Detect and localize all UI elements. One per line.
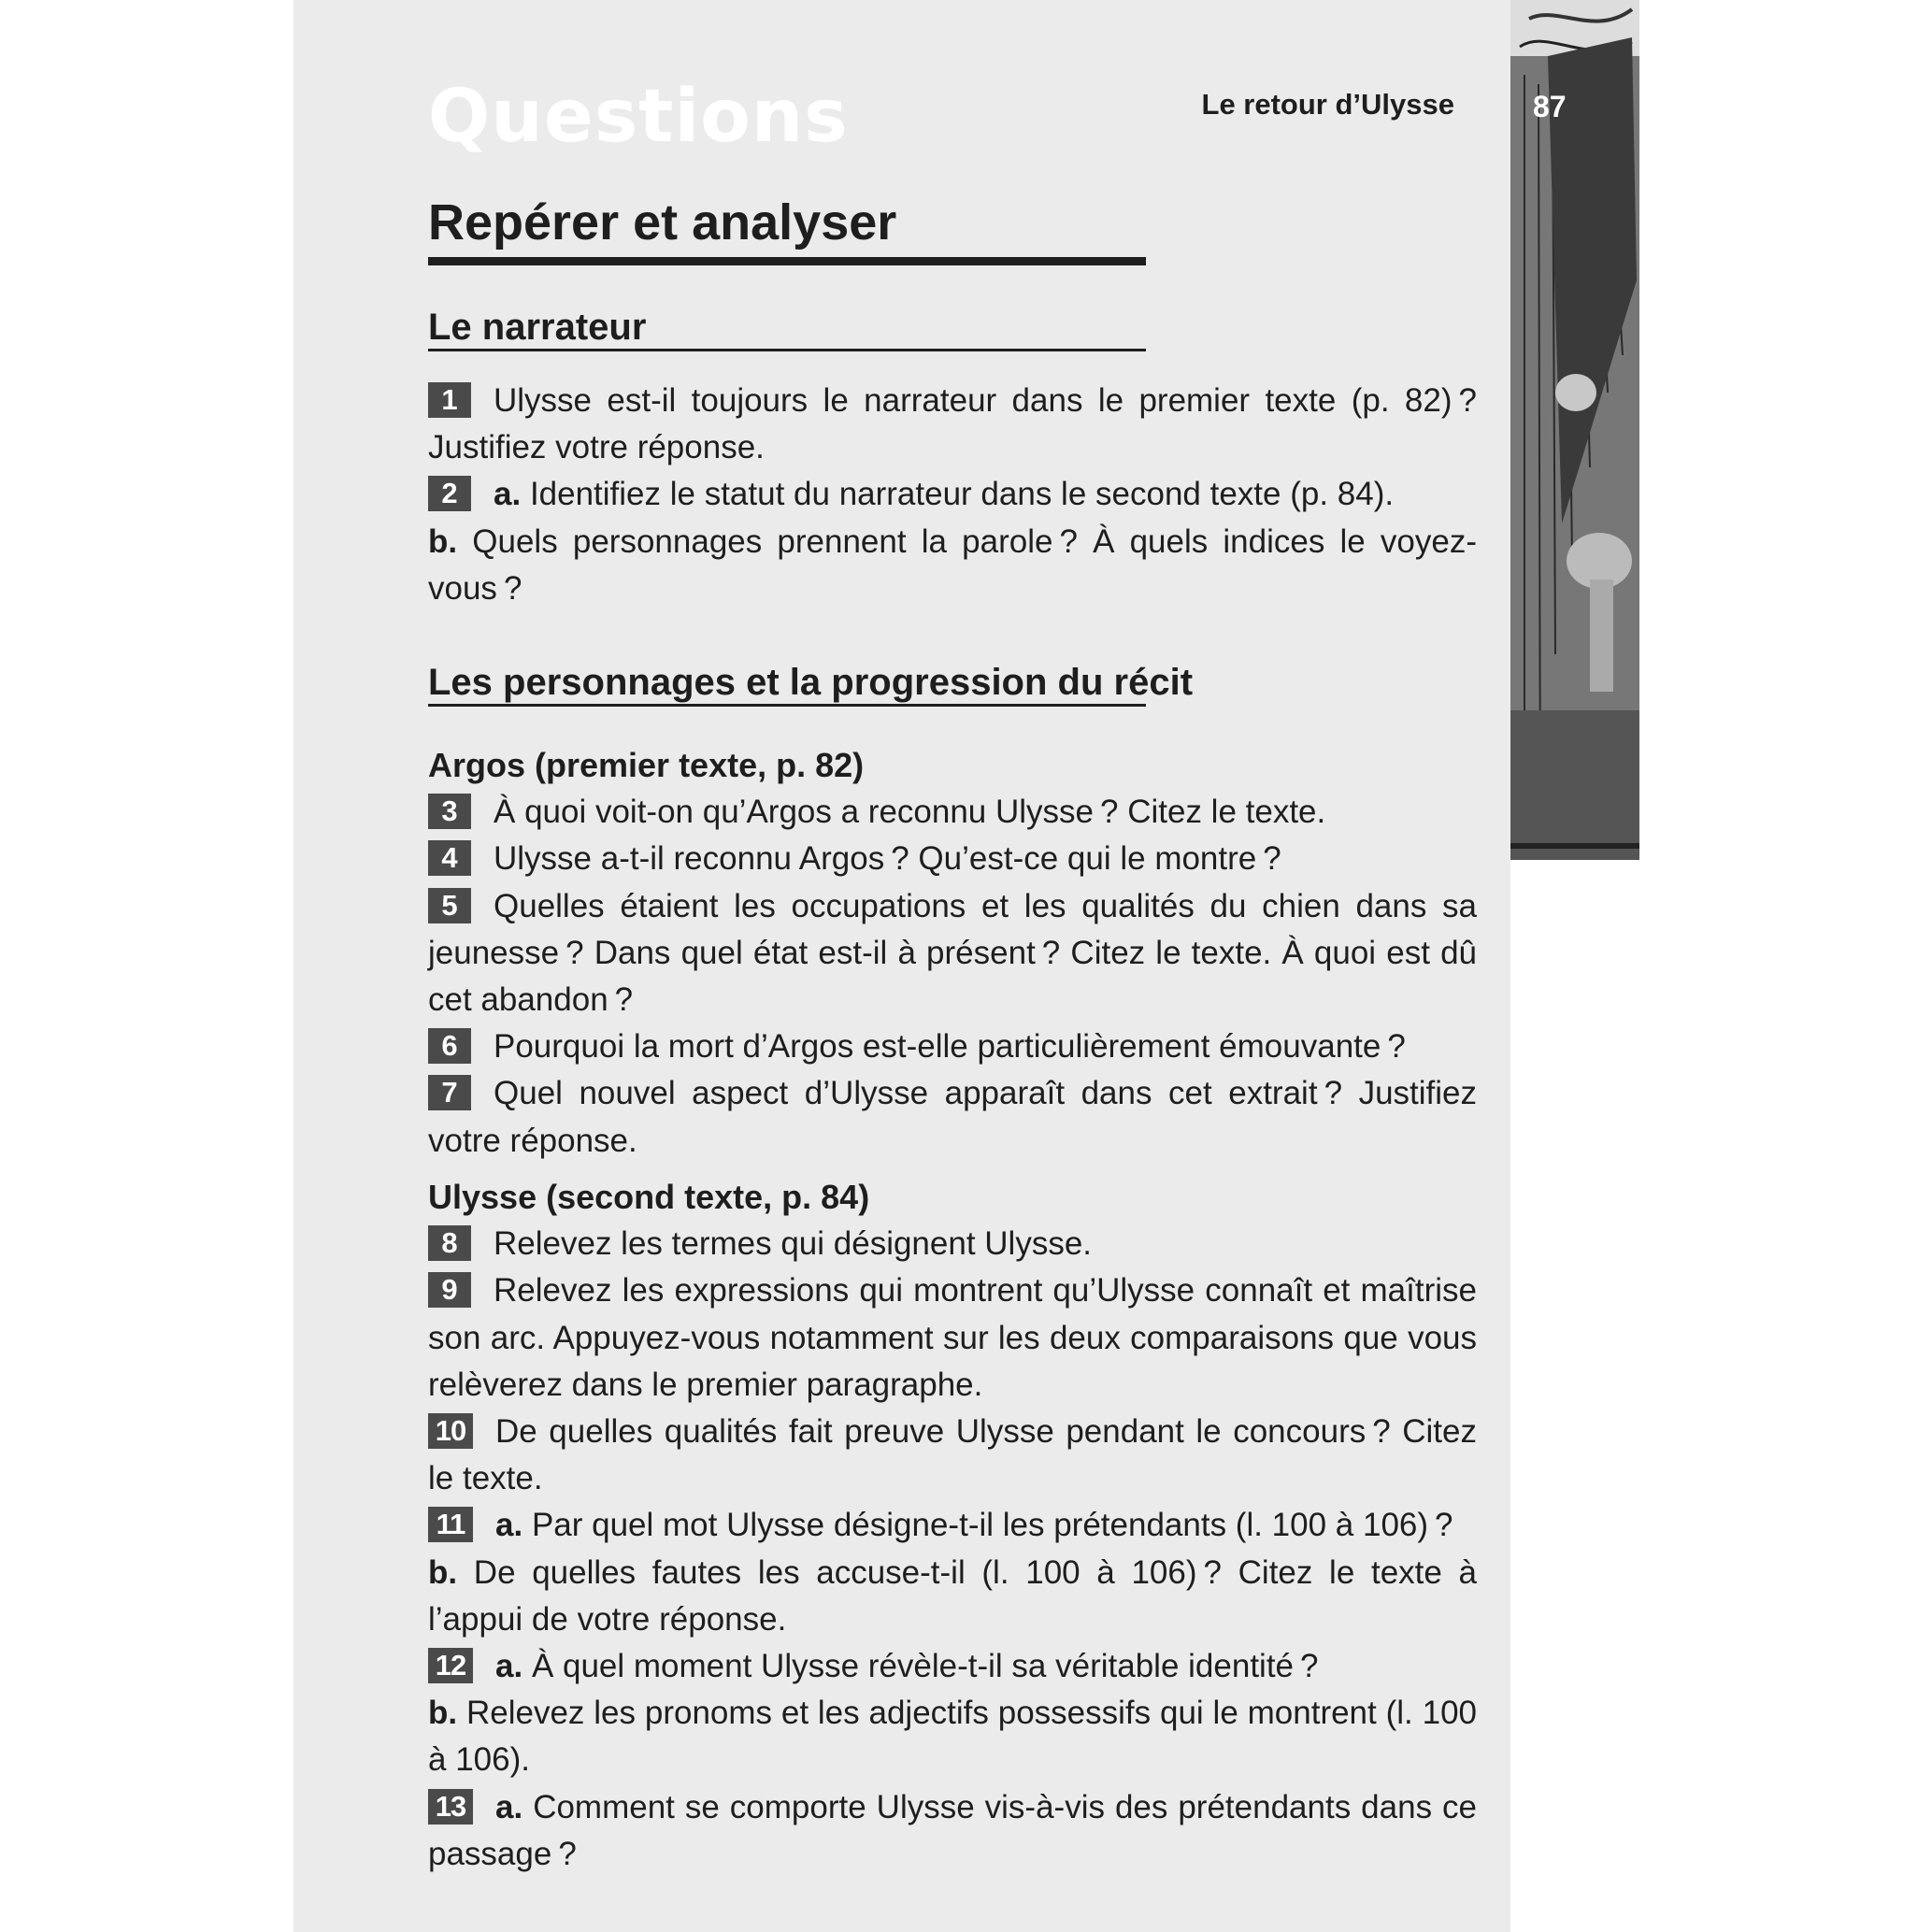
running-head: Le retour d’Ulysse bbox=[1201, 88, 1454, 121]
question-12 bbox=[428, 1643, 1477, 1784]
question-number: 8 bbox=[428, 1225, 471, 1261]
question-text: Comment se comporte Ulysse vis-à-vis des prétendants dans ce passage ? bbox=[428, 1788, 1478, 1872]
part-label: a. bbox=[495, 1507, 523, 1544]
part-label: b. bbox=[428, 1695, 458, 1732]
question-number: 4 bbox=[428, 840, 471, 876]
question-11 bbox=[428, 1502, 1477, 1643]
ulysse-questions bbox=[428, 1174, 1477, 1878]
question-text: Ulysse est-il toujours le narrateur dans le premier texte (p. 82) ? Justifiez votre réponse. bbox=[428, 382, 1477, 466]
question-10 bbox=[428, 1409, 1477, 1502]
group-heading-ulysse: Ulysse (second texte, p. 84) bbox=[428, 1178, 870, 1216]
part-label: b. bbox=[428, 522, 458, 560]
question-8 bbox=[428, 1221, 1477, 1267]
question-text: Par quel mot Ulysse désigne-t-il les prétendants (l. 100 à 106) ? bbox=[531, 1507, 1453, 1544]
question-5 bbox=[428, 883, 1477, 1024]
group-heading-argos: Argos (premier texte, p. 82) bbox=[428, 746, 865, 784]
question-number: 9 bbox=[428, 1272, 471, 1308]
narrator-questions bbox=[428, 378, 1477, 612]
part-label: a. bbox=[494, 476, 522, 513]
question-text: Relevez les pronoms et les adjectifs possessifs qui le montrent (l. 100 à 106). bbox=[428, 1695, 1477, 1779]
question-text: Ulysse a-t-il reconnu Argos ? Qu’est-ce qui le montre ? bbox=[494, 840, 1281, 878]
question-text: Relevez les expressions qui montrent qu’Ulysse connaît et maîtrise son arc. Appuyez-vous notamment sur les deux comparaisons que vous relèverez dans le premier paragraphe. bbox=[428, 1272, 1477, 1403]
question-number: 12 bbox=[428, 1648, 473, 1683]
question-number: 5 bbox=[428, 888, 471, 923]
question-1 bbox=[428, 378, 1477, 471]
part-label: a. bbox=[495, 1788, 523, 1825]
question-text: À quel moment Ulysse révèle-t-il sa véritable identité ? bbox=[531, 1648, 1319, 1685]
question-text: De quelles fautes les accuse-t-il (l. 100 à 106) ? Citez le texte à l’appui de votre réponse. bbox=[428, 1553, 1477, 1638]
subsection-title-text: Le narrateur bbox=[428, 307, 647, 348]
page-number: 87 bbox=[1533, 90, 1567, 123]
question-6 bbox=[428, 1023, 1477, 1070]
question-3 bbox=[428, 789, 1477, 836]
question-number: 3 bbox=[428, 794, 471, 829]
question-text: Pourquoi la mort d’Argos est-elle particulièrement émouvante ? bbox=[494, 1028, 1406, 1066]
part-label: b. bbox=[428, 1553, 458, 1591]
question-number: 7 bbox=[428, 1075, 471, 1110]
subsection-rule bbox=[428, 349, 1146, 351]
question-text: Quelles étaient les occupations et les qualités du chien dans sa jeunesse ? Dans quel état est-il à présent ? Citez le texte. À quoi est dû cet abandon ? bbox=[428, 887, 1477, 1019]
question-text: Relevez les termes qui désignent Ulysse. bbox=[494, 1225, 1093, 1263]
argos-questions bbox=[428, 742, 1477, 1165]
question-number: 1 bbox=[428, 382, 471, 418]
part-label: a. bbox=[495, 1648, 523, 1685]
question-number: 2 bbox=[428, 476, 471, 511]
subsection-title-narrator bbox=[428, 305, 646, 351]
engraving-illustration bbox=[1510, 0, 1639, 860]
question-text: Quel nouvel aspect d’Ulysse apparaît dans cet extrait ? Justifiez votre réponse. bbox=[428, 1075, 1477, 1159]
question-number: 13 bbox=[428, 1789, 473, 1825]
question-number: 6 bbox=[428, 1028, 471, 1064]
question-4 bbox=[428, 836, 1477, 882]
section-title: Repérer et analyser bbox=[428, 192, 1146, 265]
subsection-rule bbox=[428, 704, 1146, 707]
question-2 bbox=[428, 471, 1477, 612]
subsection-title-characters bbox=[428, 660, 1193, 707]
question-number: 10 bbox=[428, 1413, 473, 1449]
question-9 bbox=[428, 1267, 1477, 1409]
question-text: De quelles qualités fait preuve Ulysse pendant le concours ? Citez le texte. bbox=[428, 1413, 1477, 1497]
question-13 bbox=[428, 1784, 1477, 1878]
subsection-title-text: Les personnages et la progression du récit bbox=[428, 662, 1194, 703]
question-text: Quels personnages prennent la parole ? À quels indices le voyez-vous ? bbox=[428, 522, 1477, 607]
question-number: 11 bbox=[428, 1507, 473, 1542]
question-text: Identifiez le statut du narrateur dans le second texte (p. 84). bbox=[529, 476, 1395, 513]
question-7 bbox=[428, 1070, 1477, 1164]
questions-title: Questions bbox=[428, 75, 849, 159]
question-text: À quoi voit-on qu’Argos a reconnu Ulysse ? Citez le texte. bbox=[494, 794, 1326, 831]
